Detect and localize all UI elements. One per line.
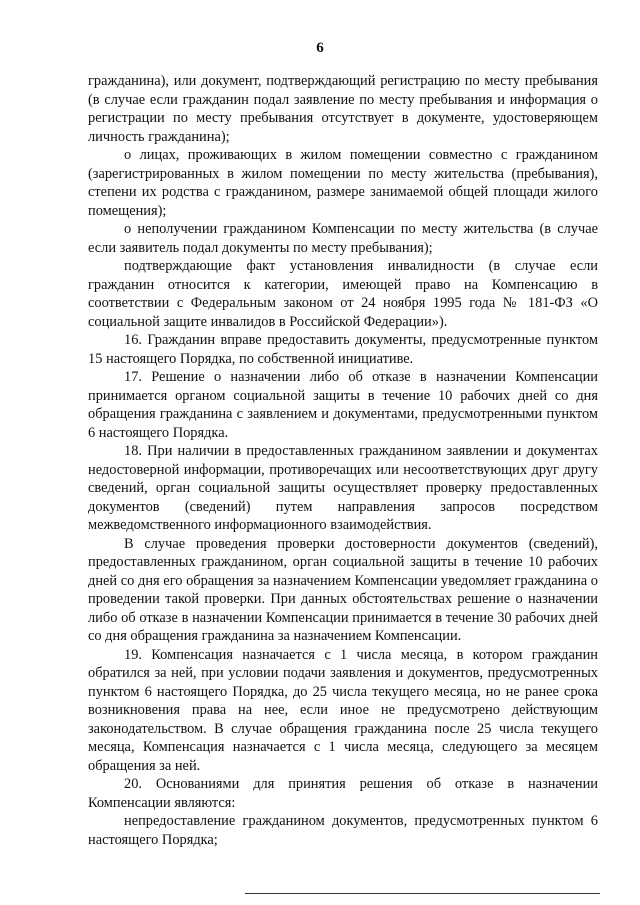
paragraph: 19. Компенсация назначается с 1 числа месяца, в котором гражданин обратился за ней, при условии подачи заявления и документов, предусмотренных пунктом 6 настоящего Порядка, до 25 числа текущего месяца, но не ранее срока возникновения права на нее, если иное не предусмотрено действующим законодательством. В случае обращения гражданина после 25 числа текущего месяца, Компенсация назначается с 1 числа месяца, следующего за месяцем обращения за ней. (88, 646, 598, 774)
paragraph: В случае проведения проверки достоверности документов (сведений), предоставленных гражданином, орган социальной защиты в течение 10 рабочих дней со дня его обращения за назначением Компенсации уведомляет гражданина о проведении такой проверки. При данных обстоятельствах решение о назначении либо об отказе в назначении Компенсации принимается в течение 30 рабочих дней со дня обращения гражданина за назначением Компенсации. (88, 535, 598, 644)
footer-rule (245, 893, 600, 894)
paragraph: 16. Гражданин вправе предоставить документы, предусмотренные пунктом 15 настоящего Порядка, по собственной инициативе. (88, 332, 598, 367)
page-number: 6 (316, 40, 324, 56)
paragraph: о неполучении гражданином Компенсации по месту жительства (в случае если заявитель подал документы по месту пребывания); (88, 221, 598, 256)
paragraph: подтверждающие факт установления инвалидности (в случае если гражданин относится к категории, имеющей право на Компенсацию в соответствии с Федеральным законом от 24 ноября 1995 года № 181-ФЗ «О социальной защите инвалидов в Российской Федерации»). (88, 258, 598, 330)
paragraph: непредоставление гражданином документов, предусмотренных пунктом 6 настоящего Порядка; (88, 813, 598, 848)
paragraph: 20. Основаниями для принятия решения об отказе в назначении Компенсации являются: (88, 776, 598, 811)
document-body (88, 72, 598, 849)
paragraph: 18. При наличии в предоставленных гражданином заявлении и документах недостоверной информации, противоречащих или несоответствующих друг другу сведений, орган социальной защиты осуществляет проверку предоставленных документов (сведений) путем направления запросов посредством межведомственного информационного взаимодействия. (88, 443, 598, 533)
paragraph: о лицах, проживающих в жилом помещении совместно с гражданином (зарегистрированных в жилом помещении по месту жительства (пребывания), степени их родства с гражданином, размере занимаемой общей площади жилого помещения); (88, 147, 598, 219)
paragraph: 17. Решение о назначении либо об отказе в назначении Компенсации принимается органом социальной защиты в течение 10 рабочих дней со дня обращения гражданина с заявлением и документами, предусмотренными пунктом 6 настоящего Порядка. (88, 369, 598, 441)
paragraph: гражданина), или документ, подтверждающий регистрацию по месту пребывания (в случае если гражданин подал заявление по месту пребывания и информация о регистрации по месту пребывания отсутствует в документе, удостоверяющем личность гражданина); (88, 73, 598, 145)
